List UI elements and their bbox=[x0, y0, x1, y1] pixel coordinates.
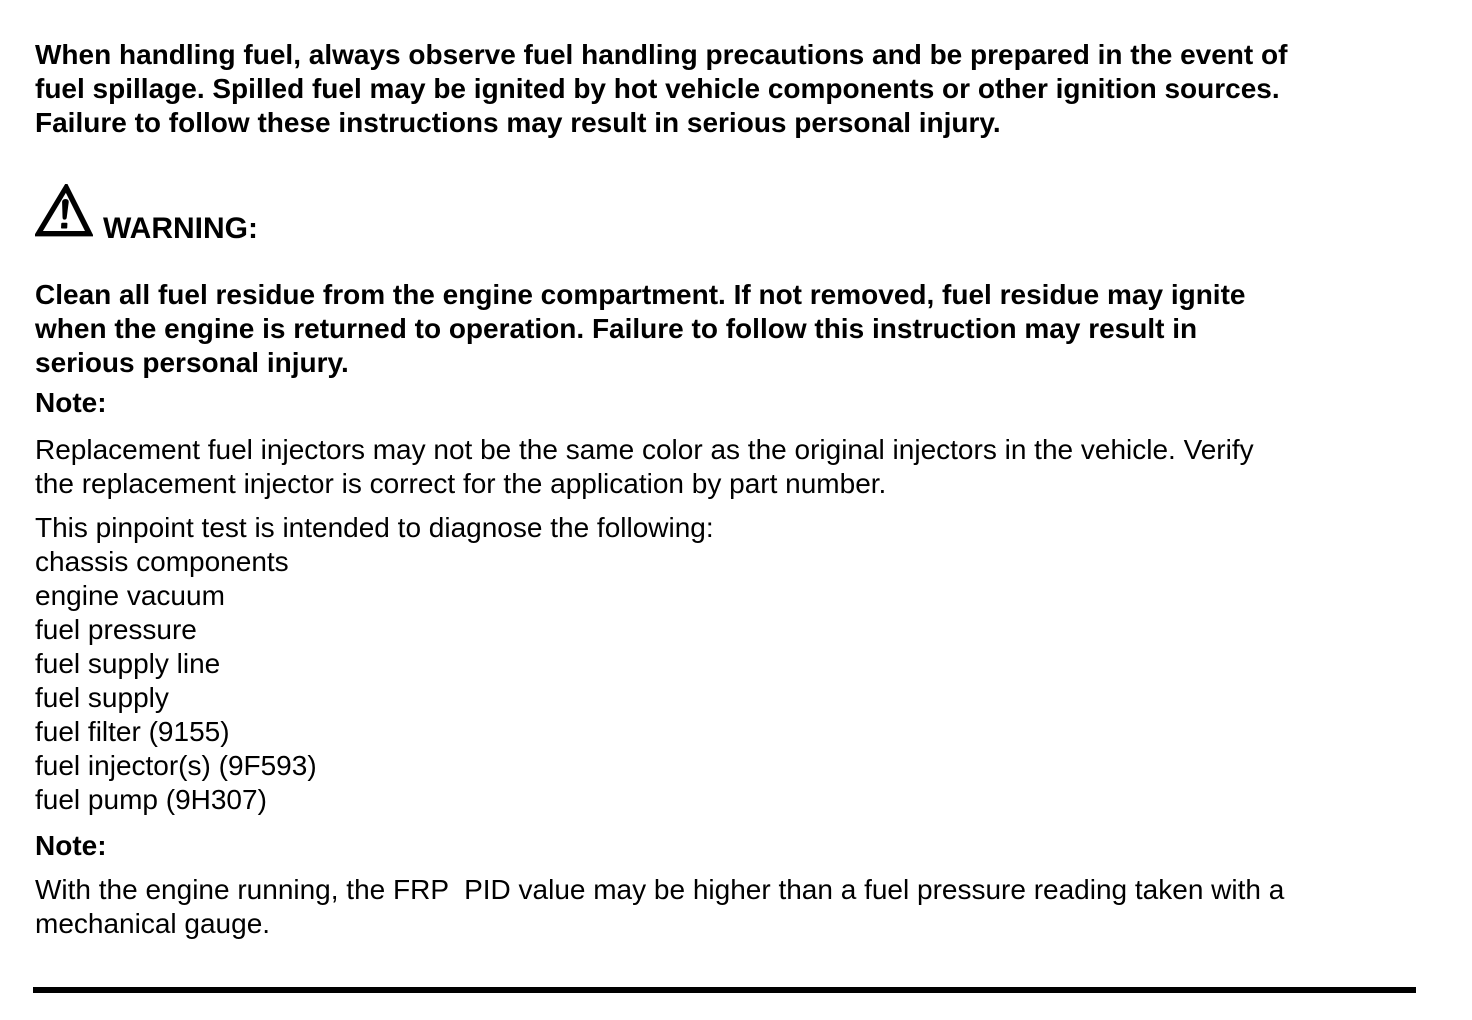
text-line: fuel spillage. Spilled fuel may be ignited by hot vehicle components or other ignition sources. bbox=[35, 73, 1280, 104]
text-line: fuel injector(s) (9F593) bbox=[35, 750, 317, 781]
pinpoint-test-intro: This pinpoint test is intended to diagnose the following: bbox=[35, 512, 714, 543]
text-line: engine vacuum bbox=[35, 580, 225, 611]
text-line: fuel pressure bbox=[35, 614, 197, 645]
warning-heading-label: WARNING: bbox=[103, 212, 258, 245]
text-line: fuel pump (9H307) bbox=[35, 784, 267, 815]
text-line: Replacement fuel injectors may not be the same color as the original injectors in the vehicle. Verify bbox=[35, 434, 1254, 465]
text-line: fuel filter (9155) bbox=[35, 716, 230, 747]
text-line: fuel supply line bbox=[35, 648, 221, 679]
note-label-injector-color: Note: bbox=[35, 387, 107, 418]
warning-triangle-icon bbox=[35, 184, 93, 238]
text-line: When handling fuel, always observe fuel handling precautions and be prepared in the event of bbox=[35, 39, 1288, 70]
text-line: mechanical gauge. bbox=[35, 908, 271, 939]
text-line: chassis components bbox=[35, 546, 289, 577]
text-line: fuel supply bbox=[35, 682, 169, 713]
text-line: when the engine is returned to operation. Failure to follow this instruction may result in bbox=[35, 313, 1198, 344]
fuel-handling-warning-paragraph bbox=[35, 38, 1472, 140]
fuel-residue-warning-paragraph bbox=[35, 278, 1472, 380]
text-line: Failure to follow these instructions may result in serious personal injury. bbox=[35, 107, 1001, 138]
text-line: the replacement injector is correct for the application by part number. bbox=[35, 468, 887, 499]
warning-heading bbox=[35, 184, 1472, 245]
note-label-frp-pid: Note: bbox=[35, 830, 107, 861]
text-line: Clean all fuel residue from the engine compartment. If not removed, fuel residue may ignite bbox=[35, 279, 1246, 310]
footer-rule bbox=[33, 987, 1416, 993]
note-injector-color-paragraph bbox=[35, 433, 1472, 501]
pinpoint-test-section bbox=[35, 511, 1472, 817]
pinpoint-test-item-list bbox=[35, 545, 1472, 817]
note-frp-pid-paragraph bbox=[35, 873, 1472, 941]
text-line: serious personal injury. bbox=[35, 347, 349, 378]
text-line: With the engine running, the FRP PID value may be higher than a fuel pressure reading taken with a bbox=[35, 874, 1285, 905]
